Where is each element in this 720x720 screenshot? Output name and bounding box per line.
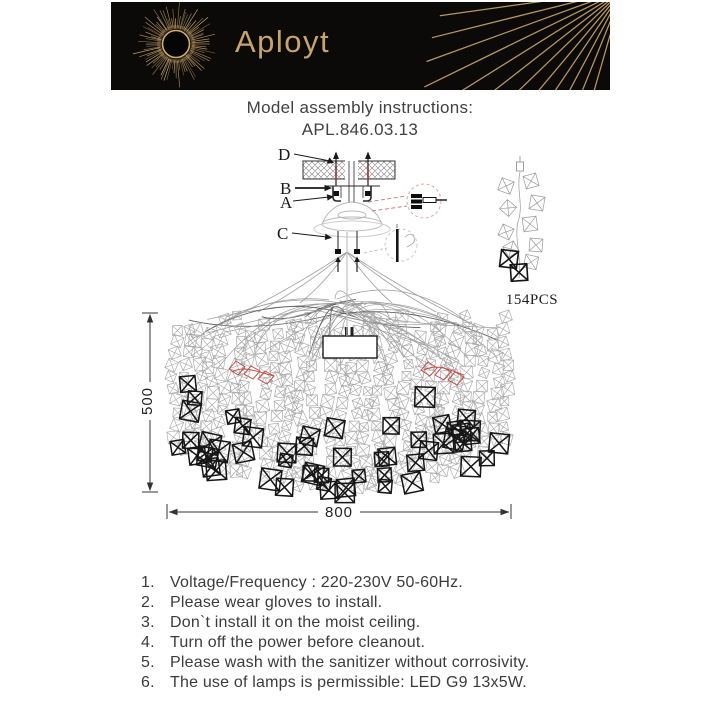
instruction-number: 2. (141, 594, 155, 611)
instruction-item (141, 653, 529, 673)
part-labels (277, 145, 334, 243)
banner-art (111, 2, 610, 90)
instruction-number: 6. (141, 674, 155, 691)
instruction-number: 5. (141, 654, 155, 671)
ceiling-mount-detail (277, 145, 447, 336)
suspension-cables (213, 252, 478, 327)
instruction-text: The use of lamps is permissible: LED G9 13x5W. (170, 674, 527, 691)
width-dimension (167, 504, 511, 521)
brand-banner (111, 2, 610, 90)
instruction-item (141, 613, 529, 633)
instruction-number: 1. (141, 574, 155, 591)
sheet-title: Model assembly instructions: (246, 98, 474, 117)
instruction-text: Voltage/Frequency : 220-230V 50-60Hz. (170, 574, 463, 591)
title-block (0, 97, 720, 141)
instruction-number: 4. (141, 634, 155, 651)
instruction-number: 3. (141, 614, 155, 631)
wire-connectors (335, 231, 360, 336)
label-b: B (280, 179, 292, 198)
instruction-text: Turn off the power before cleanout. (170, 634, 426, 651)
assembly-diagram (0, 140, 720, 565)
brand-logo-text: Aployt (235, 24, 331, 59)
instruction-item (141, 593, 529, 613)
label-a: A (280, 193, 293, 212)
ray-fan-decoration (424, 2, 610, 90)
height-dim-text: 500 (139, 386, 156, 416)
crystal-strand-sample (498, 156, 558, 308)
instruction-item (141, 633, 529, 653)
instruction-text: Please wash with the sanitizer without corrosivity. (170, 654, 530, 671)
crystal-count-label: 154PCS (505, 292, 559, 308)
instruction-text: Please wear gloves to install. (170, 594, 383, 611)
instruction-item (141, 673, 529, 693)
width-dim-text: 800 (324, 504, 354, 521)
instruction-text: Don`t install it on the moist ceiling. (170, 614, 421, 631)
canopy (314, 202, 390, 237)
label-d: D (278, 145, 291, 164)
model-number: APL.846.03.13 (301, 120, 419, 139)
height-dimension (139, 313, 158, 492)
terminal-detail-circle (368, 184, 447, 218)
instructions-list (141, 573, 529, 693)
label-c: C (277, 224, 289, 243)
instruction-item (141, 573, 529, 593)
